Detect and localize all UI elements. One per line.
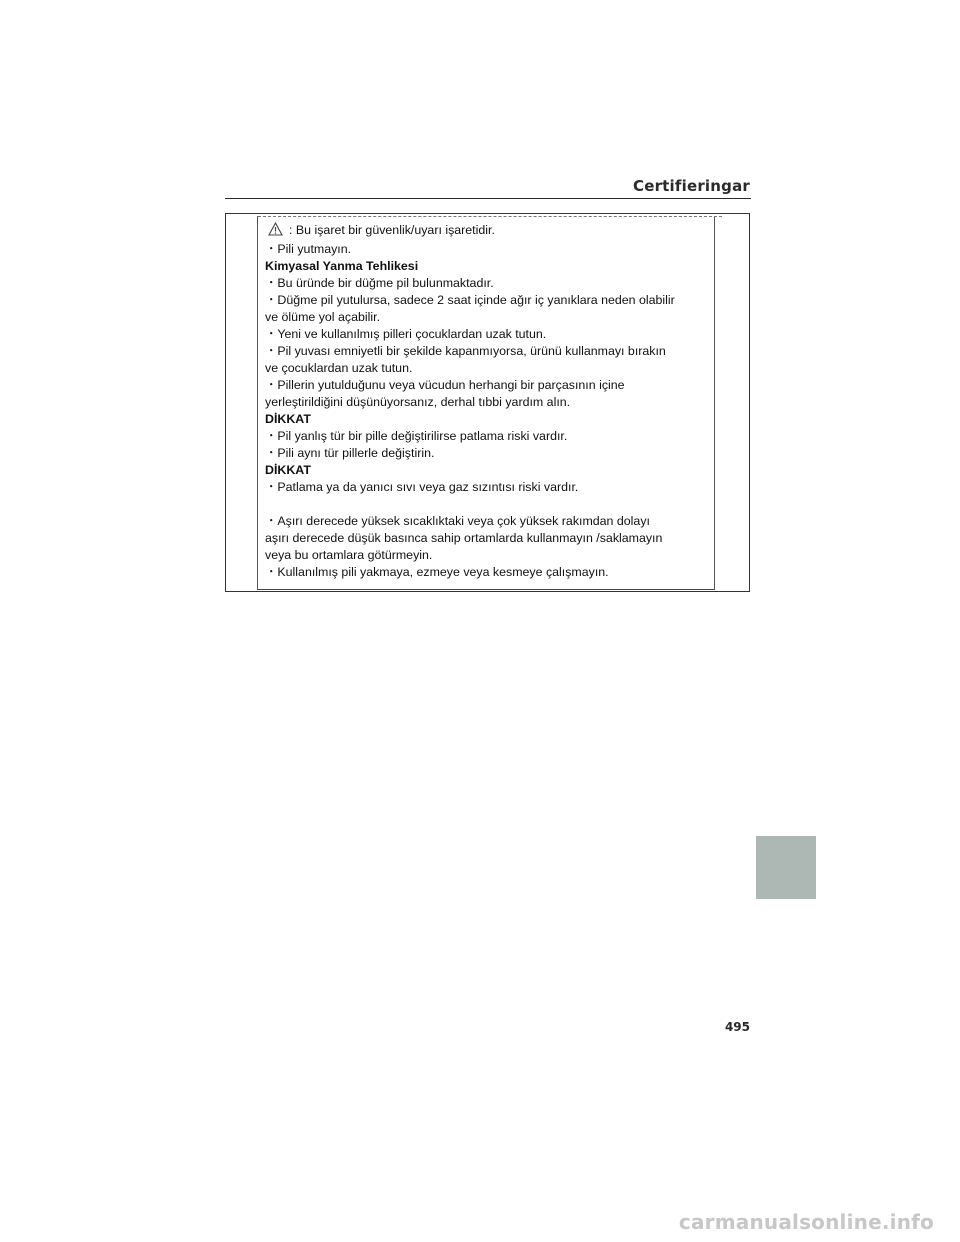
label-heading <box>265 258 713 275</box>
label-line-text: ve ölüme yol açabilir. <box>265 310 381 324</box>
label-line-text: ・Aşırı derecede yüksek sıcaklıktaki veya çok yüksek rakımdan dolayı <box>265 514 650 528</box>
label-text-block <box>265 222 713 581</box>
label-bottom-edge <box>258 589 714 590</box>
label-line <box>265 292 713 309</box>
label-line-text: ・Pillerin yutulduğunu veya vücudun herhangi bir parçasının içine <box>265 378 625 392</box>
label-line-text: ・Kullanılmış pili yakmaya, ezmeye veya kesmeye çalışmayın. <box>265 565 609 579</box>
label-line-text: yerleştirildiğini düşünüyorsanız, derhal tıbbi yardım alın. <box>265 395 571 409</box>
label-line-text: aşırı derecede düşük basınca sahip ortamlarda kullanmayın /saklamayın <box>265 531 663 545</box>
section-title: Certifieringar <box>632 177 750 195</box>
blank-line <box>265 496 713 513</box>
label-line <box>265 547 713 564</box>
label-line-text: DİKKAT <box>265 463 311 477</box>
label-line-text: ・Pili aynı tür pillerle değiştirin. <box>265 446 435 460</box>
label-line <box>265 428 713 445</box>
label-line <box>265 343 713 360</box>
label-heading <box>265 462 713 479</box>
battery-warning-label <box>257 216 715 590</box>
header-divider <box>225 198 751 199</box>
label-line <box>265 275 713 292</box>
label-line-text: DİKKAT <box>265 412 311 426</box>
label-line-text: ・Yeni ve kullanılmış pilleri çocuklardan uzak tutun. <box>265 327 547 341</box>
watermark-text: carmanualsonline.info <box>678 1210 934 1234</box>
label-line <box>265 394 713 411</box>
label-line-text: : Bu işaret bir güvenlik/uyarı işaretidir. <box>289 223 495 237</box>
label-line <box>265 445 713 462</box>
label-line <box>265 309 713 326</box>
page-number: 495 <box>724 1020 750 1034</box>
label-line-text: Kimyasal Yanma Tehlikesi <box>265 259 419 273</box>
label-line-text: veya bu ortamlara götürmeyin. <box>265 548 433 562</box>
label-line <box>265 530 713 547</box>
label-line-text: ve çocuklardan uzak tutun. <box>265 361 413 375</box>
label-line <box>265 377 713 394</box>
label-line <box>265 564 713 581</box>
warning-triangle-icon <box>268 222 283 241</box>
label-line-text: ・Pil yuvası emniyetli bir şekilde kapanmıyorsa, ürünü kullanmayı bırakın <box>265 344 666 358</box>
label-line <box>265 222 713 241</box>
label-top-edge <box>258 216 722 217</box>
label-line-text: ・Düğme pil yutulursa, sadece 2 saat içinde ağır iç yanıklara neden olabilir <box>265 293 675 307</box>
label-line <box>265 479 713 496</box>
label-line-text: ・Pili yutmayın. <box>265 242 352 256</box>
label-heading <box>265 411 713 428</box>
label-line <box>265 326 713 343</box>
label-line <box>265 241 713 258</box>
label-line-text: ・Patlama ya da yanıcı sıvı veya gaz sızıntısı riski vardır. <box>265 480 579 494</box>
label-line-text: ・Pil yanlış tür bir pille değiştirilirse patlama riski vardır. <box>265 429 568 443</box>
chapter-tab <box>756 836 816 899</box>
label-line <box>265 360 713 377</box>
label-line <box>265 513 713 530</box>
label-line-text: ・Bu üründe bir düğme pil bulunmaktadır. <box>265 276 494 290</box>
